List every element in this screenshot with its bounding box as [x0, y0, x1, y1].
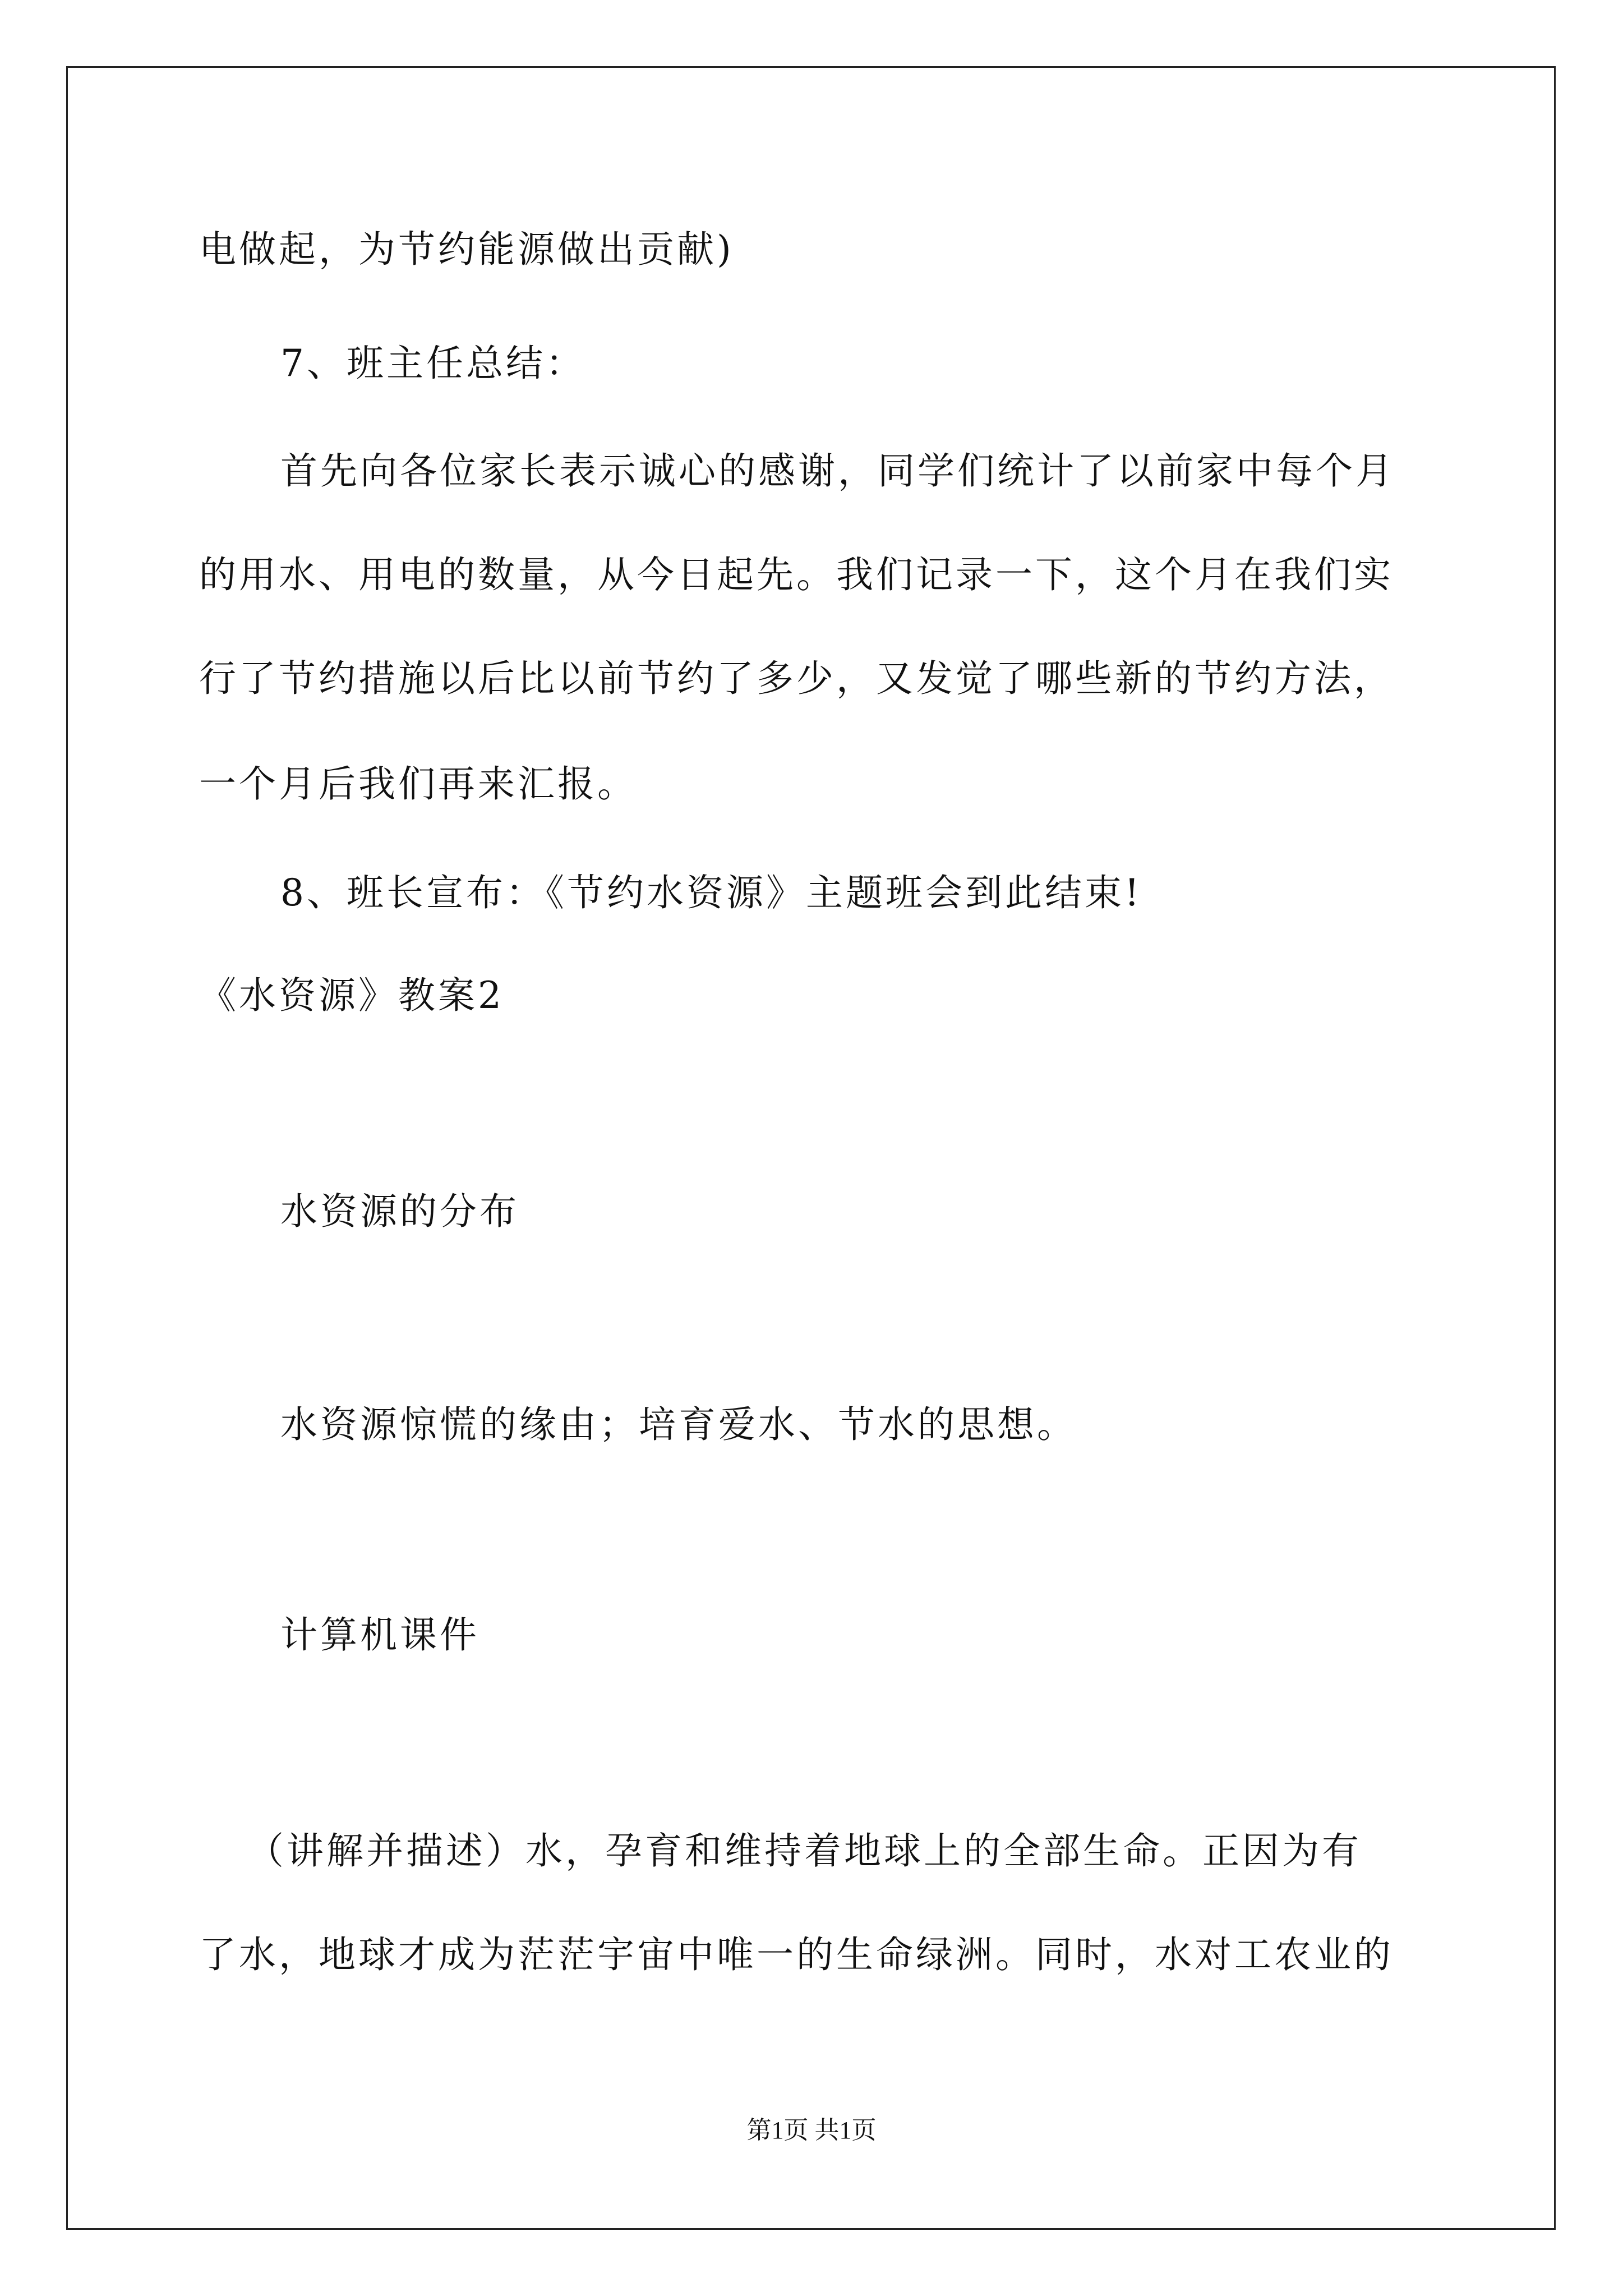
text-line: 计算机课件 [280, 1613, 479, 1657]
text-line: 水资源的分布 [280, 1190, 519, 1233]
text-line: （讲解并描述）水，孕育和维持着地球上的全部生命。正因为有 [247, 1829, 1362, 1872]
text-line: 水资源惊慌的缘由；培育爱水、节水的思想。 [280, 1403, 1077, 1446]
text-line: 7、班主任总结： [280, 342, 585, 385]
text-line: 的用水、用电的数量，从今日起先。我们记录一下，这个月在我们实 [199, 553, 1394, 596]
page-footer: 第1页 共1页 [746, 2116, 877, 2144]
section-heading: 《水资源》教案2 [199, 974, 504, 1017]
text-line: 了水，地球才成为茫茫宇宙中唯一的生命绿洲。同时，水对工农业的 [199, 1933, 1394, 1976]
text-line: 一个月后我们再来汇报。 [199, 762, 637, 806]
text-line: 8、班长宣布：《节约水资源》主题班会到此结束! [280, 871, 1142, 914]
page-border [66, 66, 1556, 2230]
text-line: 首先向各位家长表示诚心的感谢，同学们统计了以前家中每个月 [280, 449, 1395, 493]
text-line: 电做起，为节约能源做出贡献) [199, 228, 734, 271]
text-line: 行了节约措施以后比以前节约了多少，又发觉了哪些新的节约方法， [199, 657, 1394, 700]
